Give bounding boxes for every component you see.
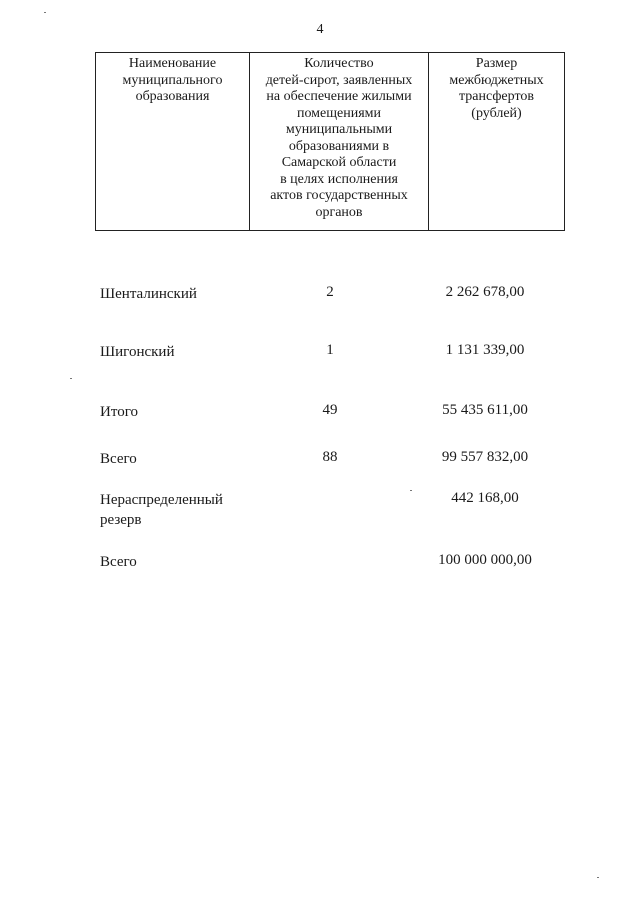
header-table (95, 52, 565, 231)
row-count: 2 (326, 284, 334, 300)
row-count: 88 (322, 449, 338, 465)
row-amount: 55 435 611,00 (442, 402, 528, 418)
row-count: 49 (322, 402, 338, 418)
row-amount: 2 262 678,00 (445, 284, 525, 300)
header-cell-municipality (96, 53, 250, 231)
row-count: 1 (326, 342, 334, 358)
header-municipality-label: Наименование муниципального образования (122, 56, 223, 104)
row-amount: 442 168,00 (451, 490, 519, 506)
row-name: Всего (100, 554, 137, 570)
scan-speck (70, 378, 72, 379)
row-amount: 1 131 339,00 (445, 342, 525, 358)
header-orphan-count-label: Количество детей-сирот, заявленных на обеспечение жилыми помещениями муниципальными образованиями в Самарской области в целях исполнения актов государственных органов (265, 56, 413, 220)
row-name: Итого (100, 404, 138, 420)
row-name: Шигонский (100, 344, 175, 360)
row-name: Всего (100, 451, 137, 467)
header-cell-transfer-amount (429, 53, 565, 231)
header-transfer-amount-label: Размер межбюджетных трансфертов (рублей) (449, 56, 544, 121)
row-name: Шенталинский (100, 286, 197, 302)
page-number: 4 (316, 22, 324, 37)
scan-speck (410, 490, 412, 491)
row-name: Нераспределенный резерв (100, 492, 223, 528)
scan-speck (44, 12, 46, 13)
row-amount: 100 000 000,00 (438, 552, 532, 568)
header-cell-orphan-count (250, 53, 429, 231)
scan-speck (597, 877, 599, 878)
row-amount: 99 557 832,00 (441, 449, 529, 465)
